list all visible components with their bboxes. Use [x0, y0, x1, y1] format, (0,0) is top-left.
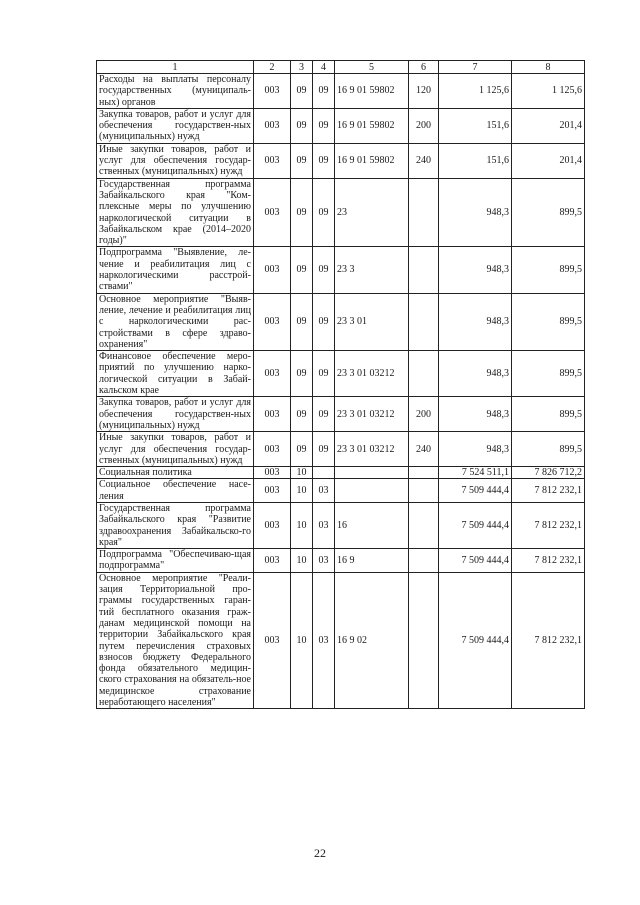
- table-header-row: [97, 61, 585, 74]
- section-code-cell: 09: [291, 432, 313, 467]
- section-code-cell: 10: [291, 467, 313, 479]
- section-code-cell: 09: [291, 293, 313, 350]
- amount-year-1-cell: 7 509 444,4: [439, 572, 512, 709]
- expense-type-cell: [409, 572, 439, 709]
- target-article-cell: [335, 467, 409, 479]
- row-name-cell: Финансовое обеспечение меро-приятий по улучшению нарко-логической ситуации в Забай-кальском крае: [97, 351, 254, 397]
- expense-type-cell: 200: [409, 108, 439, 143]
- row-name-cell: Подпрограмма "Обеспечиваю-щая подпрограмма": [97, 549, 254, 573]
- amount-year-2-cell: 1 125,6: [512, 74, 585, 109]
- table-row: [97, 293, 585, 350]
- row-name-cell: Государственная программа Забайкальского края "Развитие здравоохранения Забайкальско-го края": [97, 502, 254, 548]
- amount-year-1-cell: 948,3: [439, 432, 512, 467]
- table-row: [97, 479, 585, 503]
- target-article-cell: 16 9 01 59802: [335, 143, 409, 178]
- ministry-code-cell: 003: [254, 549, 291, 573]
- subsection-code-cell: 09: [313, 432, 335, 467]
- expense-type-cell: 120: [409, 74, 439, 109]
- amount-year-2-cell: 7 826 712,2: [512, 467, 585, 479]
- expense-type-cell: [409, 502, 439, 548]
- subsection-code-cell: 09: [313, 178, 335, 247]
- target-article-cell: [335, 479, 409, 503]
- expense-type-cell: [409, 467, 439, 479]
- amount-year-1-cell: 948,3: [439, 397, 512, 432]
- table-row: [97, 432, 585, 467]
- row-name-cell: Иные закупки товаров, работ и услуг для обеспечения государ-ственных (муниципальных) нужд: [97, 143, 254, 178]
- target-article-cell: 23 3 01 03212: [335, 432, 409, 467]
- row-name-cell: Основное мероприятие "Реали-зация Территориальной про-граммы государственных гаран-тий бесплатного оказания граж-данам медицинской помощи на территории Забайкальского края путем перечисления страховых взносов бюджету Федерального фонда обязательного медицин-ского страхования на обязатель-ное медицинское страхование неработающего населения": [97, 572, 254, 709]
- target-article-cell: 23 3 01: [335, 293, 409, 350]
- amount-year-1-cell: 948,3: [439, 293, 512, 350]
- expense-type-cell: [409, 178, 439, 247]
- amount-year-2-cell: 7 812 232,1: [512, 502, 585, 548]
- subsection-code-cell: 09: [313, 143, 335, 178]
- column-header: 7: [439, 61, 512, 74]
- expense-type-cell: 200: [409, 397, 439, 432]
- ministry-code-cell: 003: [254, 572, 291, 709]
- ministry-code-cell: 003: [254, 108, 291, 143]
- subsection-code-cell: 03: [313, 502, 335, 548]
- amount-year-2-cell: 899,5: [512, 351, 585, 397]
- section-code-cell: 09: [291, 247, 313, 293]
- section-code-cell: 10: [291, 572, 313, 709]
- expense-type-cell: 240: [409, 432, 439, 467]
- expense-type-cell: [409, 351, 439, 397]
- ministry-code-cell: 003: [254, 432, 291, 467]
- row-name-cell: Подпрограмма "Выявление, ле-чение и реабилитация лиц с наркологическими расстрой-ствами": [97, 247, 254, 293]
- amount-year-1-cell: 948,3: [439, 247, 512, 293]
- amount-year-1-cell: 948,3: [439, 178, 512, 247]
- ministry-code-cell: 003: [254, 178, 291, 247]
- subsection-code-cell: 09: [313, 351, 335, 397]
- subsection-code-cell: 03: [313, 572, 335, 709]
- table-body: [97, 74, 585, 709]
- subsection-code-cell: 09: [313, 397, 335, 432]
- amount-year-2-cell: 201,4: [512, 143, 585, 178]
- row-name-cell: Закупка товаров, работ и услуг для обеспечения государствен-ных (муниципальных) нужд: [97, 397, 254, 432]
- expense-type-cell: [409, 549, 439, 573]
- table-row: [97, 351, 585, 397]
- table-row: [97, 502, 585, 548]
- section-code-cell: 10: [291, 479, 313, 503]
- ministry-code-cell: 003: [254, 351, 291, 397]
- budget-table: [96, 60, 585, 709]
- table-row: [97, 74, 585, 109]
- subsection-code-cell: 09: [313, 247, 335, 293]
- column-header: 5: [335, 61, 409, 74]
- target-article-cell: 16 9 01 59802: [335, 74, 409, 109]
- ministry-code-cell: 003: [254, 293, 291, 350]
- budget-table-container: [96, 60, 584, 709]
- expense-type-cell: 240: [409, 143, 439, 178]
- row-name-cell: Расходы на выплаты персоналу государственных (муниципаль-ных) органов: [97, 74, 254, 109]
- table-row: [97, 572, 585, 709]
- table-row: [97, 549, 585, 573]
- amount-year-1-cell: 7 509 444,4: [439, 549, 512, 573]
- page-number: 22: [314, 846, 326, 860]
- target-article-cell: 16 9: [335, 549, 409, 573]
- amount-year-1-cell: 151,6: [439, 143, 512, 178]
- ministry-code-cell: 003: [254, 479, 291, 503]
- row-name-cell: Социальное обеспечение насе-ления: [97, 479, 254, 503]
- section-code-cell: 09: [291, 351, 313, 397]
- ministry-code-cell: 003: [254, 74, 291, 109]
- amount-year-1-cell: 1 125,6: [439, 74, 512, 109]
- amount-year-1-cell: 151,6: [439, 108, 512, 143]
- section-code-cell: 09: [291, 178, 313, 247]
- amount-year-2-cell: 899,5: [512, 432, 585, 467]
- column-header: 1: [97, 61, 254, 74]
- column-header: 3: [291, 61, 313, 74]
- amount-year-2-cell: 7 812 232,1: [512, 479, 585, 503]
- section-code-cell: 09: [291, 74, 313, 109]
- subsection-code-cell: 03: [313, 479, 335, 503]
- section-code-cell: 10: [291, 549, 313, 573]
- table-row: [97, 178, 585, 247]
- target-article-cell: 23 3: [335, 247, 409, 293]
- subsection-code-cell: 09: [313, 108, 335, 143]
- row-name-cell: Иные закупки товаров, работ и услуг для обеспечения государ-ственных (муниципальных) нужд: [97, 432, 254, 467]
- column-header: 6: [409, 61, 439, 74]
- table-row: [97, 108, 585, 143]
- ministry-code-cell: 003: [254, 467, 291, 479]
- row-name-cell: Социальная политика: [97, 467, 254, 479]
- target-article-cell: 16: [335, 502, 409, 548]
- amount-year-2-cell: 7 812 232,1: [512, 572, 585, 709]
- table-row: [97, 247, 585, 293]
- row-name-cell: Государственная программа Забайкальского края "Ком-плексные меры по улучшению наркологической ситуации в Забайкальском крае (2014–2020 годы)": [97, 178, 254, 247]
- subsection-code-cell: [313, 467, 335, 479]
- amount-year-2-cell: 201,4: [512, 108, 585, 143]
- ministry-code-cell: 003: [254, 502, 291, 548]
- amount-year-2-cell: 7 812 232,1: [512, 549, 585, 573]
- subsection-code-cell: 09: [313, 74, 335, 109]
- target-article-cell: 23 3 01 03212: [335, 351, 409, 397]
- subsection-code-cell: 03: [313, 549, 335, 573]
- ministry-code-cell: 003: [254, 397, 291, 432]
- row-name-cell: Закупка товаров, работ и услуг для обеспечения государствен-ных (муниципальных) нужд: [97, 108, 254, 143]
- column-header: 2: [254, 61, 291, 74]
- target-article-cell: 23 3 01 03212: [335, 397, 409, 432]
- amount-year-1-cell: 7 509 444,4: [439, 479, 512, 503]
- section-code-cell: 09: [291, 397, 313, 432]
- amount-year-1-cell: 7 509 444,4: [439, 502, 512, 548]
- ministry-code-cell: 003: [254, 247, 291, 293]
- expense-type-cell: [409, 479, 439, 503]
- target-article-cell: 16 9 01 59802: [335, 108, 409, 143]
- row-name-cell: Основное мероприятие "Выяв-ление, лечение и реабилитация лиц с наркологическими рас-стройствами в сфере здраво-охранения": [97, 293, 254, 350]
- section-code-cell: 09: [291, 143, 313, 178]
- target-article-cell: 23: [335, 178, 409, 247]
- amount-year-2-cell: 899,5: [512, 247, 585, 293]
- expense-type-cell: [409, 247, 439, 293]
- target-article-cell: 16 9 02: [335, 572, 409, 709]
- column-header: 8: [512, 61, 585, 74]
- ministry-code-cell: 003: [254, 143, 291, 178]
- table-row: [97, 467, 585, 479]
- column-header: 4: [313, 61, 335, 74]
- amount-year-1-cell: 948,3: [439, 351, 512, 397]
- amount-year-2-cell: 899,5: [512, 178, 585, 247]
- amount-year-2-cell: 899,5: [512, 397, 585, 432]
- subsection-code-cell: 09: [313, 293, 335, 350]
- amount-year-2-cell: 899,5: [512, 293, 585, 350]
- table-row: [97, 397, 585, 432]
- section-code-cell: 09: [291, 108, 313, 143]
- expense-type-cell: [409, 293, 439, 350]
- section-code-cell: 10: [291, 502, 313, 548]
- amount-year-1-cell: 7 524 511,1: [439, 467, 512, 479]
- table-row: [97, 143, 585, 178]
